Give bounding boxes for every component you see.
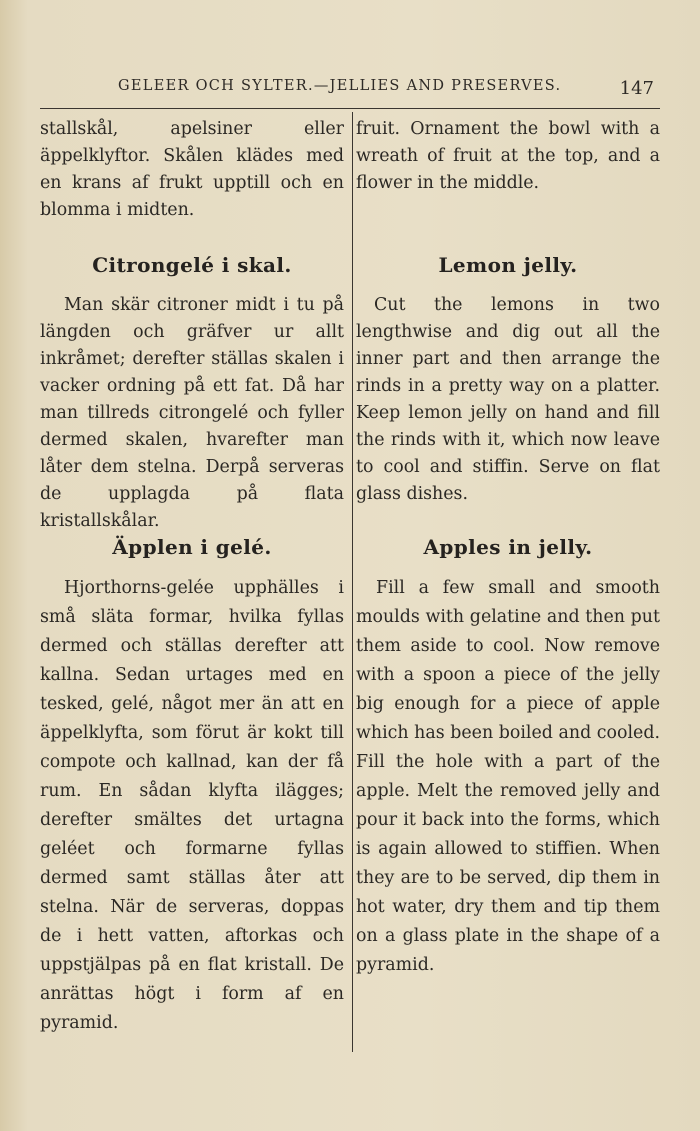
- column-divider: [352, 112, 353, 1052]
- recipe-body-applen-block: [40, 574, 344, 1038]
- swedish-column: [40, 116, 344, 1038]
- recipe-title-citrongele: Citrongelé i skal.: [92, 253, 292, 277]
- recipe-title-lemon-jelly: Lemon jelly.: [438, 253, 578, 277]
- page-number: 147: [619, 78, 654, 99]
- running-head: GELEER OCH SYLTER.—JELLIES AND PRESERVES.: [118, 78, 562, 94]
- recipe-body-citrongele-block: [40, 292, 344, 531]
- recipe-body-apples-in-jelly: Fill a few small and smooth moulds with gelatine and then put them aside to cool. Now remove with a spoon a piece of the jelly big enough for a piece of apple which has been boiled and cooled. Fill the hole with a part of the apple. Melt the removed jelly and pour it back into the forms, which is again allowed to stiffien. When they are to be served, dip them in hot water, dry them and tip them on a glass plate in the shape of a pyramid.: [356, 578, 660, 975]
- recipe-body-lemon-jelly-block: [356, 292, 660, 512]
- swedish-continuation-text: stallskål, apelsiner eller äppelklyftor. Skålen klädes med en krans af frukt upptill och en blomma i midten.: [40, 119, 344, 220]
- recipe-body-citrongele: Man skär citroner midt i tu på längden och gräfver ur allt inkråmet; derefter ställas skalen i vacker ordning på ett fat. Då har man tillreds citrongelé och fyller dermed skalen, hvarefter man låter dem stelna. Derpå serveras de upplagda på flata kristallskålar.: [40, 295, 344, 531]
- recipe-title-applen: Äpplen i gelé.: [112, 535, 272, 559]
- english-continuation-text: fruit. Ornament the bowl with a wreath of fruit at the top, and a flower in the middle.: [356, 119, 660, 193]
- recipe-body-apples-in-jelly-block: [356, 574, 660, 980]
- english-column: [356, 116, 660, 980]
- page-header: [40, 72, 660, 109]
- english-continuation-block: [356, 116, 660, 226]
- recipe-body-lemon-jelly: Cut the lemons in two lengthwise and dig out all the inner part and then arrange the rinds in a pretty way on a platter. Keep lemon jelly on hand and fill the rinds with it, which now leave to cool and stiffin. Serve on flat glass dishes.: [356, 295, 660, 504]
- recipe-title-apples-in-jelly: Apples in jelly.: [423, 535, 593, 559]
- recipe-body-applen: Hjorthorns-gelée upphälles i små släta formar, hvilka fyllas dermed och ställas derefter att kallna. Sedan urtages med en tesked, gelé, något mer än att en äppelklyfta, som förut är kokt till compote och kallnad, kan der få rum. En sådan klyfta ilägges; derefter smältes det urtagna geléet och formarne fyllas dermed samt ställas åter att stelna. När de serveras, doppas de i hett vatten, aftorkas och uppstjälpas på en flat kristall. De anrättas högt i form af en pyramid.: [40, 578, 344, 1033]
- swedish-continuation-block: [40, 116, 344, 226]
